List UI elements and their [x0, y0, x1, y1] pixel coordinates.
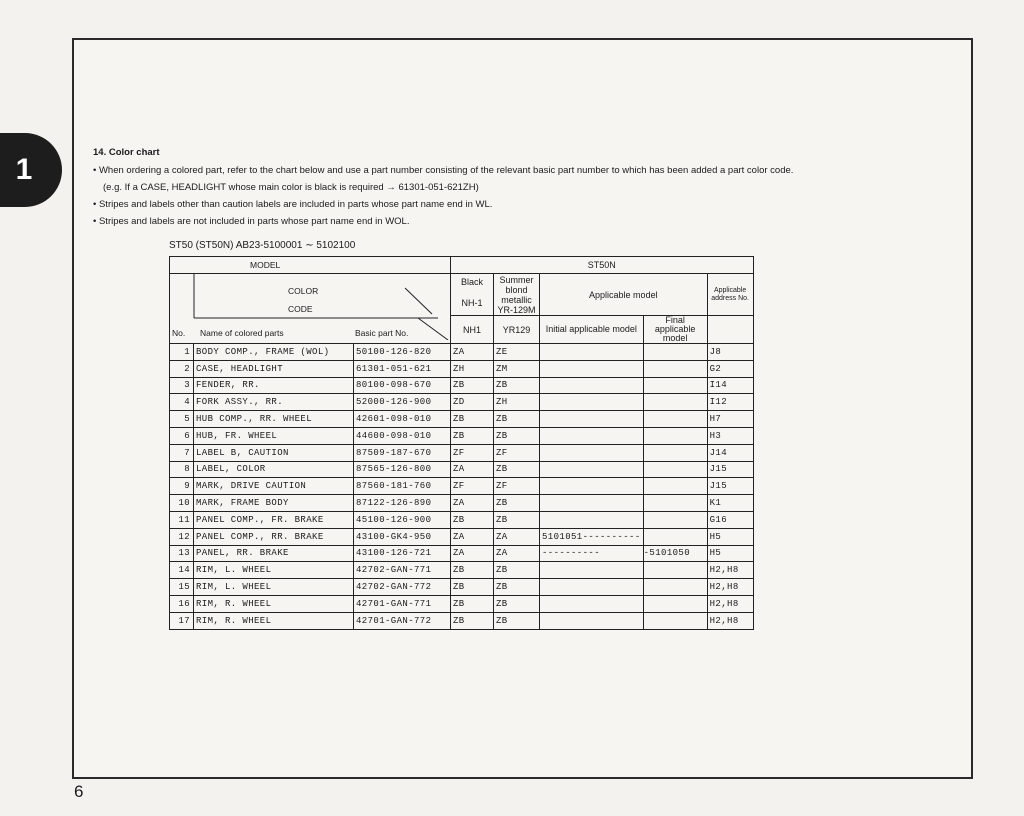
yr129-color-code: ZA	[494, 545, 540, 562]
part-name: RIM, R. WHEEL	[194, 595, 354, 612]
color-label: COLOR	[288, 286, 319, 296]
basic-part-label: Basic part No.	[355, 328, 409, 338]
black-label: Black	[460, 277, 483, 287]
row-number: 15	[170, 579, 194, 596]
final-model	[643, 461, 707, 478]
note-wl: • Stripes and labels other than caution labels are included in parts whose part name end in WL.	[93, 199, 493, 210]
table-row	[170, 495, 754, 512]
part-name: PANEL COMP., RR. BRAKE	[194, 528, 354, 545]
applicable-address-label: Applicable address No.	[711, 286, 749, 302]
basic-part-number: 87509-187-670	[354, 444, 451, 461]
basic-part-number: 43100-GK4-950	[354, 528, 451, 545]
applicable-address: H5	[707, 545, 753, 562]
row-number: 13	[170, 545, 194, 562]
nh1-color-code: ZB	[451, 377, 494, 394]
nh1-color-code: ZH	[451, 360, 494, 377]
table-row	[170, 511, 754, 528]
row-number: 10	[170, 495, 194, 512]
applicable-address: G2	[707, 360, 753, 377]
note-wol: • Stripes and labels are not included in parts whose part name end in WOL.	[93, 216, 410, 227]
initial-model	[540, 595, 644, 612]
applicable-address: H7	[707, 411, 753, 428]
applicable-address: G16	[707, 511, 753, 528]
nh1-color-code: ZD	[451, 394, 494, 411]
applicable-model-header	[540, 274, 708, 316]
row-number: 7	[170, 444, 194, 461]
final-model	[643, 595, 707, 612]
applicable-address: H3	[707, 427, 753, 444]
yr129-color-code: ZA	[494, 528, 540, 545]
part-name: HUB COMP., RR. WHEEL	[194, 411, 354, 428]
initial-model: ----------	[540, 545, 644, 562]
initial-model	[540, 411, 644, 428]
part-name: RIM, L. WHEEL	[194, 562, 354, 579]
nh1-color-code: ZB	[451, 411, 494, 428]
final-model	[643, 495, 707, 512]
applicable-address: J14	[707, 444, 753, 461]
yr129-color-code: ZB	[494, 411, 540, 428]
section-tab-number: 1	[15, 153, 33, 186]
table-row	[170, 545, 754, 562]
final-model: -5101050	[643, 545, 707, 562]
nh1-color-code: ZB	[451, 579, 494, 596]
note-ordering: • When ordering a colored part, refer to the chart below and use a part number consisting of the relevant basic part number to which has been added a part color code.	[93, 165, 794, 176]
row-number: 3	[170, 377, 194, 394]
yr129-column-header: YR129	[494, 316, 540, 344]
initial-model	[540, 360, 644, 377]
applicable-address: I12	[707, 394, 753, 411]
yr129-color-code: ZB	[494, 579, 540, 596]
nh1-column-header: NH1	[451, 316, 494, 344]
applicable-address: H2,H8	[707, 612, 753, 629]
nh1-color-code: ZA	[451, 344, 494, 361]
final-model	[643, 478, 707, 495]
yr129-color-code: ZB	[494, 511, 540, 528]
no-label: No.	[172, 328, 186, 338]
initial-model	[540, 377, 644, 394]
yr129-color-code: ZF	[494, 444, 540, 461]
table-row	[170, 478, 754, 495]
note-example: (e.g. If a CASE, HEADLIGHT whose main color is black is required → 61301-051-621ZH)	[103, 182, 479, 193]
part-name: LABEL, COLOR	[194, 461, 354, 478]
serial-range: ST50 (ST50N) AB23-5100001 ∼ 5102100	[169, 240, 356, 251]
final-model	[643, 579, 707, 596]
initial-model	[540, 612, 644, 629]
row-number: 12	[170, 528, 194, 545]
table-row	[170, 377, 754, 394]
final-model	[643, 444, 707, 461]
final-model	[643, 344, 707, 361]
table-row	[170, 394, 754, 411]
table-row	[170, 612, 754, 629]
row-number: 4	[170, 394, 194, 411]
basic-part-number: 42701-GAN-772	[354, 612, 451, 629]
applicable-address: J15	[707, 461, 753, 478]
basic-part-number: 43100-126-721	[354, 545, 451, 562]
yr129m-label: YR-129M	[497, 305, 536, 315]
yr129-color-code: ZB	[494, 612, 540, 629]
nh1-color-code: ZB	[451, 511, 494, 528]
initial-model	[540, 394, 644, 411]
section-title: 14. Color chart	[93, 147, 160, 158]
initial-model	[540, 427, 644, 444]
final-model	[643, 427, 707, 444]
yr129-color-code: ZB	[494, 377, 540, 394]
basic-part-number: 45100-126-900	[354, 511, 451, 528]
address-header-spacer	[707, 316, 753, 344]
color-chart-table	[169, 256, 754, 630]
summer-blond-label: Summer blond metallic	[499, 275, 534, 305]
initial-model	[540, 495, 644, 512]
table-row	[170, 528, 754, 545]
applicable-address: H2,H8	[707, 579, 753, 596]
part-name: MARK, DRIVE CAUTION	[194, 478, 354, 495]
color-code-header	[170, 274, 451, 344]
basic-part-number: 50100-126-820	[354, 344, 451, 361]
part-name: PANEL, RR. BRAKE	[194, 545, 354, 562]
black-header	[451, 274, 494, 316]
initial-model	[540, 478, 644, 495]
table-row	[170, 444, 754, 461]
yr129-color-code: ZB	[494, 461, 540, 478]
row-number: 6	[170, 427, 194, 444]
final-model	[643, 360, 707, 377]
basic-part-number: 42601-098-010	[354, 411, 451, 428]
yr129-color-code: ZB	[494, 562, 540, 579]
initial-model	[540, 562, 644, 579]
final-model	[643, 511, 707, 528]
initial-header: Initial applicable model	[540, 316, 644, 344]
basic-part-number: 42701-GAN-771	[354, 595, 451, 612]
basic-part-number: 87122-126-890	[354, 495, 451, 512]
yr129-color-code: ZB	[494, 495, 540, 512]
applicable-address: I14	[707, 377, 753, 394]
table-row	[170, 461, 754, 478]
part-name: CASE, HEADLIGHT	[194, 360, 354, 377]
part-name: LABEL B, CAUTION	[194, 444, 354, 461]
basic-part-number: 61301-051-621	[354, 360, 451, 377]
yr129-color-code: ZM	[494, 360, 540, 377]
model-header	[170, 257, 451, 274]
notes	[93, 162, 953, 230]
code-label: CODE	[288, 304, 313, 314]
applicable-address: J15	[707, 478, 753, 495]
part-name: RIM, R. WHEEL	[194, 612, 354, 629]
applicable-address: K1	[707, 495, 753, 512]
table-row	[170, 344, 754, 361]
nh1-color-code: ZB	[451, 595, 494, 612]
table-row	[170, 411, 754, 428]
part-name: FENDER, RR.	[194, 377, 354, 394]
part-name: HUB, FR. WHEEL	[194, 427, 354, 444]
initial-model	[540, 444, 644, 461]
nh1-color-code: ZA	[451, 461, 494, 478]
row-number: 14	[170, 562, 194, 579]
initial-model	[540, 461, 644, 478]
applicable-address: J8	[707, 344, 753, 361]
part-name: FORK ASSY., RR.	[194, 394, 354, 411]
row-number: 17	[170, 612, 194, 629]
summer-blond-header	[494, 274, 540, 316]
table-row	[170, 595, 754, 612]
final-model	[643, 394, 707, 411]
row-number: 1	[170, 344, 194, 361]
basic-part-number: 42702-GAN-771	[354, 562, 451, 579]
basic-part-number: 87565-126-800	[354, 461, 451, 478]
initial-model	[540, 511, 644, 528]
final-header: Final applicable model	[643, 316, 707, 344]
initial-model: 5101051----------	[540, 528, 644, 545]
model-label: MODEL	[250, 260, 281, 270]
row-number: 9	[170, 478, 194, 495]
yr129-color-code: ZH	[494, 394, 540, 411]
row-number: 5	[170, 411, 194, 428]
final-model	[643, 528, 707, 545]
initial-model	[540, 344, 644, 361]
part-name: BODY COMP., FRAME (WOL)	[194, 344, 354, 361]
basic-part-number: 52000-126-900	[354, 394, 451, 411]
initial-model	[540, 579, 644, 596]
table-row	[170, 562, 754, 579]
part-name: RIM, L. WHEEL	[194, 579, 354, 596]
row-number: 16	[170, 595, 194, 612]
part-name: PANEL COMP., FR. BRAKE	[194, 511, 354, 528]
yr129-color-code: ZB	[494, 595, 540, 612]
name-label: Name of colored parts	[200, 328, 284, 338]
nh1-color-code: ZA	[451, 528, 494, 545]
nh1-code-label: NH-1	[461, 298, 483, 308]
final-model	[643, 377, 707, 394]
nh1-color-code: ZB	[451, 427, 494, 444]
color-chart-rows	[170, 344, 754, 630]
applicable-model-label: Applicable model	[589, 289, 658, 300]
applicable-address: H2,H8	[707, 595, 753, 612]
table-row	[170, 579, 754, 596]
part-name: MARK, FRAME BODY	[194, 495, 354, 512]
applicable-address: H5	[707, 528, 753, 545]
section-tab	[0, 133, 62, 207]
nh1-color-code: ZF	[451, 478, 494, 495]
page-number: 6	[74, 782, 84, 801]
row-number: 8	[170, 461, 194, 478]
nh1-color-code: ZB	[451, 562, 494, 579]
final-model	[643, 411, 707, 428]
basic-part-number: 87560-181-760	[354, 478, 451, 495]
applicable-address-header	[707, 274, 753, 316]
table-row	[170, 360, 754, 377]
basic-part-number: 42702-GAN-772	[354, 579, 451, 596]
final-model	[643, 612, 707, 629]
applicable-address: H2,H8	[707, 562, 753, 579]
model-value: ST50N	[451, 257, 754, 274]
basic-part-number: 44600-098-010	[354, 427, 451, 444]
nh1-color-code: ZB	[451, 612, 494, 629]
row-number: 2	[170, 360, 194, 377]
nh1-color-code: ZA	[451, 545, 494, 562]
basic-part-number: 80100-098-670	[354, 377, 451, 394]
yr129-color-code: ZF	[494, 478, 540, 495]
yr129-color-code: ZB	[494, 427, 540, 444]
table-row	[170, 427, 754, 444]
yr129-color-code: ZE	[494, 344, 540, 361]
nh1-color-code: ZF	[451, 444, 494, 461]
row-number: 11	[170, 511, 194, 528]
final-model	[643, 562, 707, 579]
nh1-color-code: ZA	[451, 495, 494, 512]
